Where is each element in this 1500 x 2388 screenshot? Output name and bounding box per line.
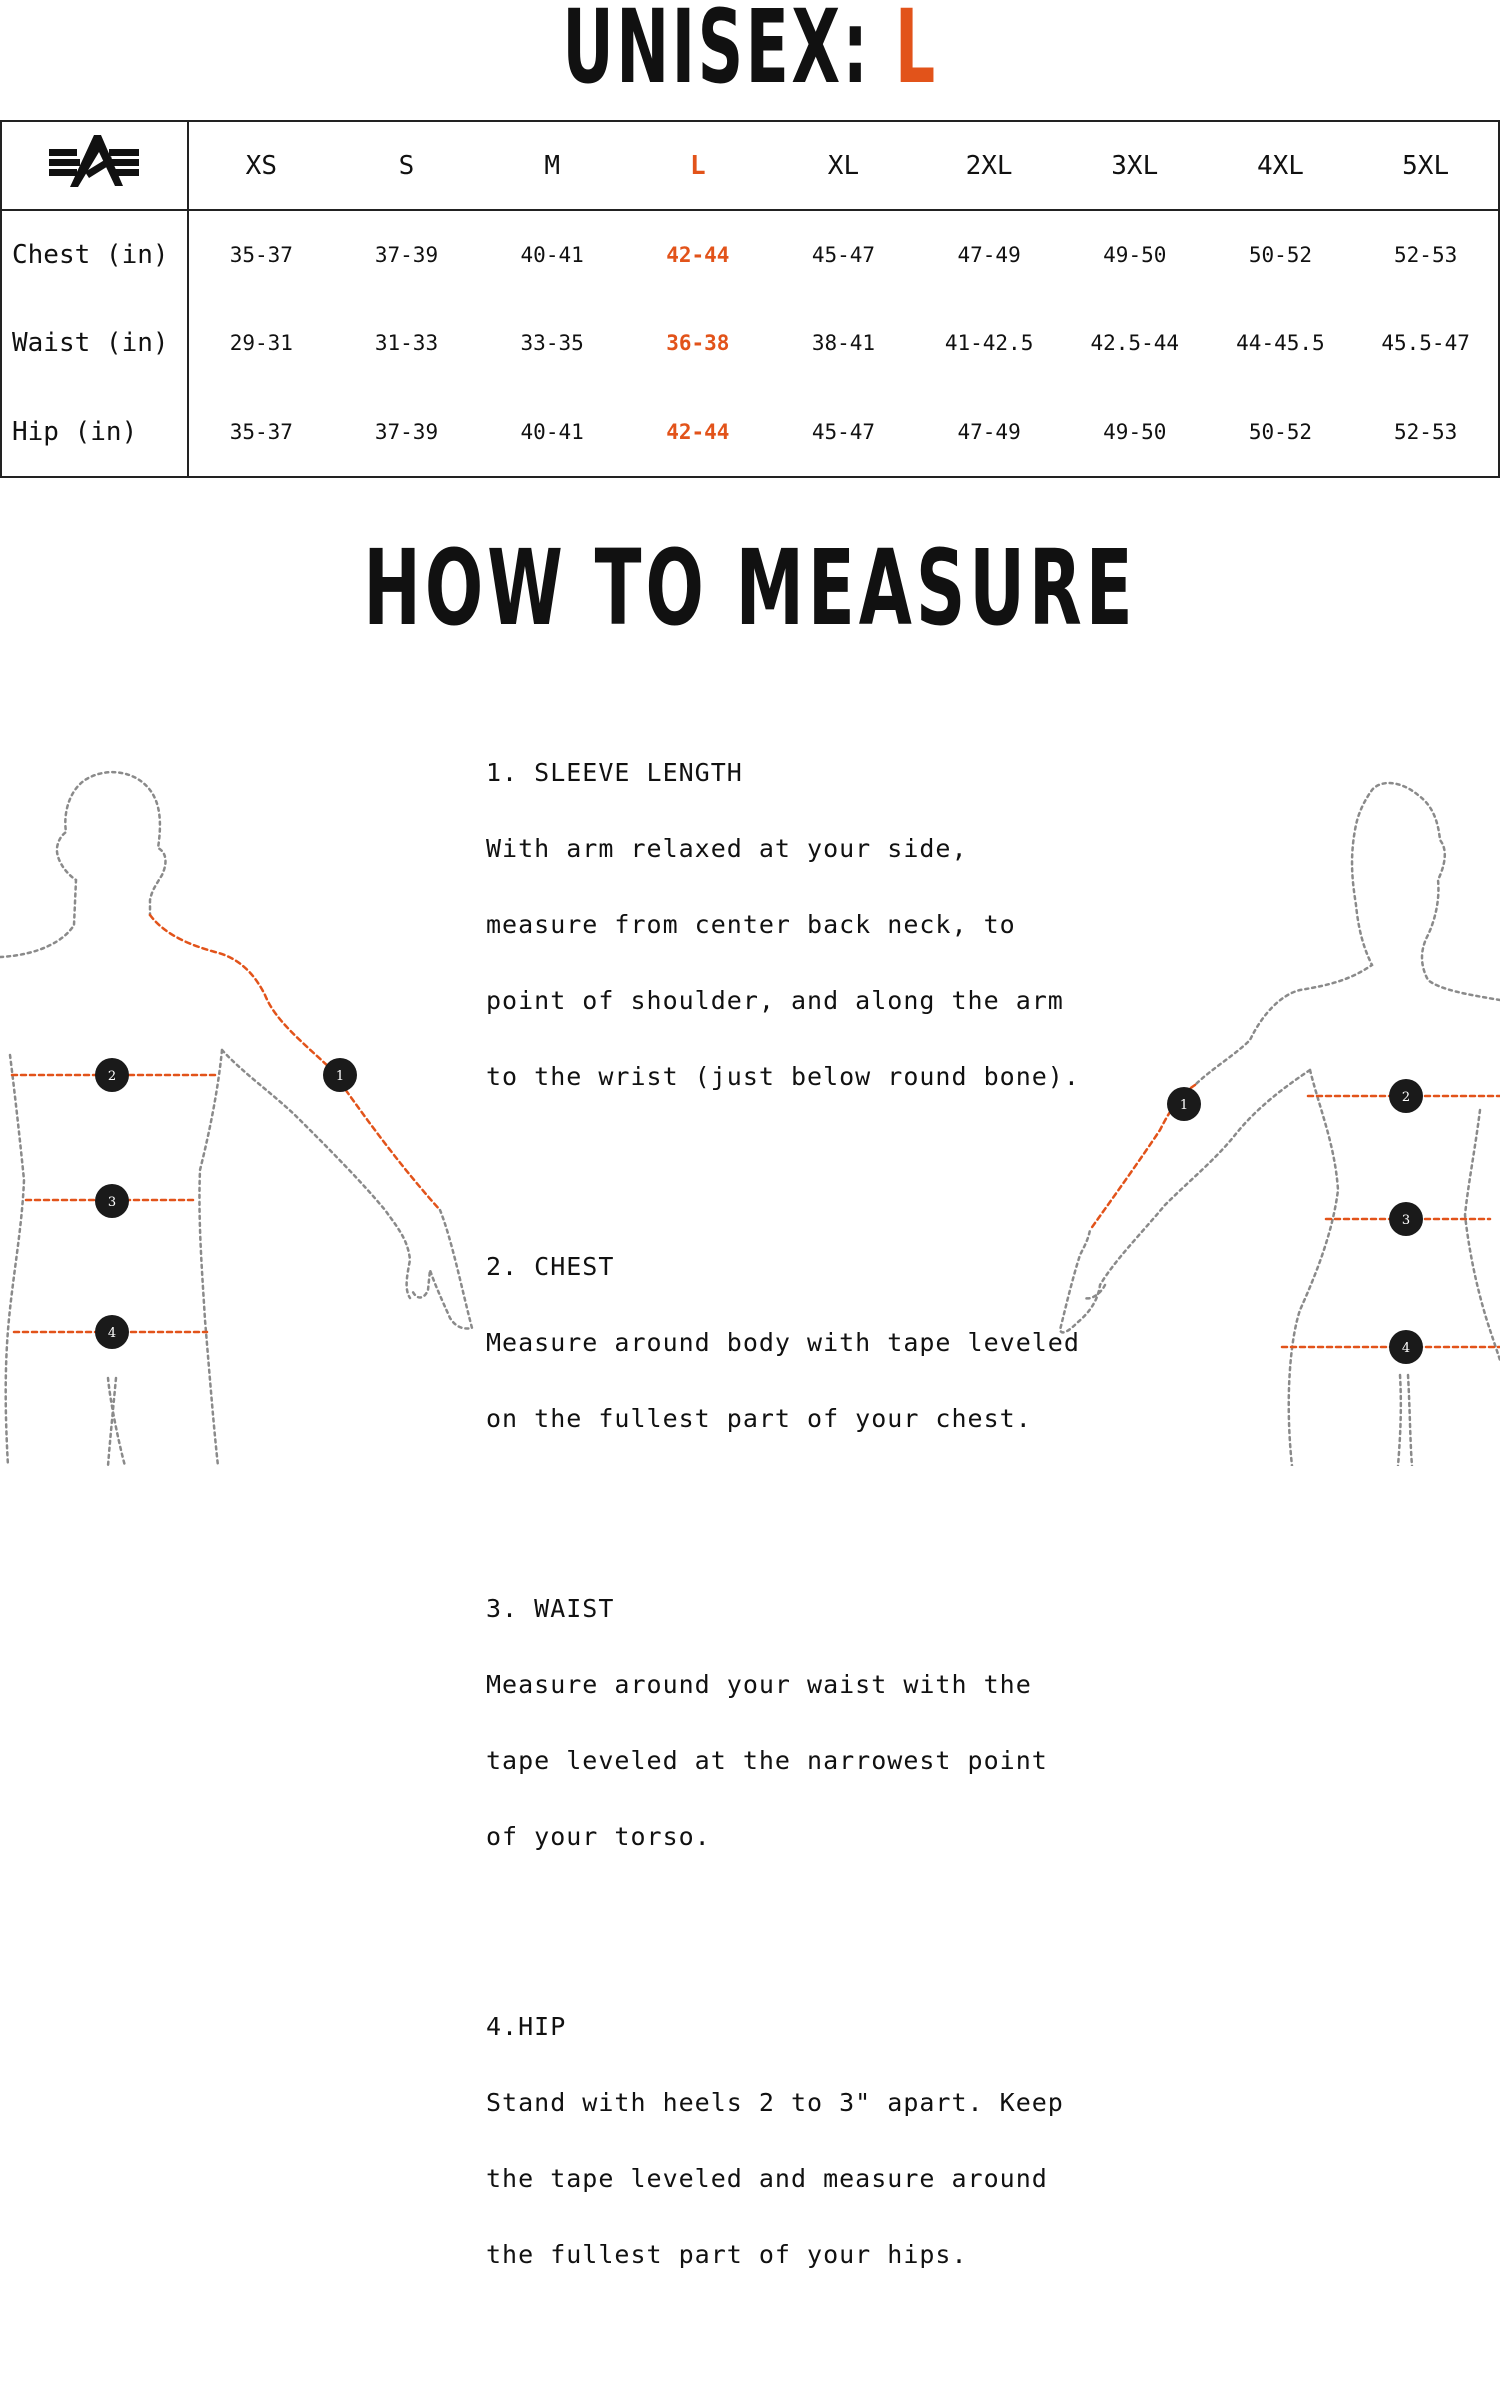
step-line: the fullest part of your hips. — [486, 2240, 968, 2269]
table-cell: 50-52 — [1208, 388, 1354, 477]
size-col-l: L — [625, 121, 771, 210]
svg-text:1: 1 — [1179, 1098, 1189, 1113]
marker-1-male — [323, 1058, 357, 1092]
table-cell: 40-41 — [479, 388, 625, 477]
table-cell: 29-31 — [229, 331, 293, 356]
step-sleeve-length — [486, 716, 1106, 1134]
svg-text:4: 4 — [1401, 1341, 1411, 1356]
table-cell: 49-50 — [1103, 243, 1167, 268]
row-label-waist: Waist (in) — [1, 299, 188, 387]
male-figure-outline — [0, 772, 165, 957]
female-figure-outline — [1195, 783, 1500, 1085]
step-line: on the fullest part of your chest. — [486, 1404, 1032, 1433]
svg-text:2: 2 — [107, 1069, 117, 1084]
step-line: the tape leveled and measure around — [486, 2164, 1048, 2193]
measure-instructions — [486, 678, 1106, 2388]
step-chest — [486, 1210, 1106, 1476]
table-cell: 33-35 — [520, 331, 584, 356]
step-heading: 4.HIP — [486, 2012, 567, 2041]
svg-text:1: 1 — [335, 1069, 345, 1084]
step-line: tape leveled at the narrowest point — [486, 1746, 1048, 1775]
size-col-xl: XL — [771, 121, 917, 210]
size-col-m: M — [479, 121, 625, 210]
table-cell: 52-53 — [1353, 388, 1499, 477]
size-col-2xl: 2XL — [916, 121, 1062, 210]
step-heading: 1. SLEEVE LENGTH — [486, 758, 743, 787]
title-size: L — [894, 0, 938, 107]
table-cell: 47-49 — [916, 388, 1062, 477]
svg-text:2: 2 — [1401, 1090, 1411, 1105]
marker-4-male — [95, 1315, 129, 1349]
table-cell: 44-45.5 — [1236, 331, 1325, 356]
size-col-3xl: 3XL — [1062, 121, 1208, 210]
table-cell: 37-39 — [334, 388, 480, 477]
table-cell: 42.5-44 — [1090, 331, 1180, 356]
svg-text:3: 3 — [1401, 1213, 1411, 1228]
table-cell: 45-47 — [811, 243, 876, 268]
step-waist — [486, 1552, 1106, 1894]
sleeve-measure-line-male — [150, 915, 440, 1210]
marker-2-male — [95, 1058, 129, 1092]
table-cell: 50-52 — [1248, 243, 1313, 268]
table-cell: 40-41 — [520, 243, 584, 268]
size-col-5xl: 5XL — [1353, 121, 1499, 210]
step-line: With arm relaxed at your side, — [486, 834, 968, 863]
table-cell-highlighted: 42-44 — [666, 243, 730, 268]
step-line: Stand with heels 2 to 3" apart. Keep — [486, 2088, 1064, 2117]
svg-text:4: 4 — [107, 1326, 117, 1341]
table-cell: 52-53 — [1353, 210, 1499, 299]
svg-text:3: 3 — [107, 1195, 117, 1210]
table-cell: 35-37 — [229, 243, 293, 268]
marker-3-female — [1389, 1202, 1423, 1236]
title-prefix: UNISEX: — [562, 0, 895, 107]
step-line: to the wrist (just below round bone). — [486, 1062, 1080, 1091]
table-cell-highlighted: 36-38 — [666, 331, 730, 356]
row-label-chest: Chest (in) — [1, 210, 188, 299]
step-line: measure from center back neck, to — [486, 910, 1016, 939]
row-label-hip: Hip (in) — [1, 388, 188, 477]
table-cell-highlighted: 42-44 — [625, 388, 771, 477]
marker-3-male — [95, 1184, 129, 1218]
table-cell: 41-42.5 — [944, 331, 1034, 356]
how-to-measure-title: HOW TO MEASURE — [363, 527, 1137, 649]
marker-2-female — [1389, 1079, 1423, 1113]
table-cell: 45-47 — [771, 388, 917, 477]
step-line: of your torso. — [486, 1822, 711, 1851]
step-line: point of shoulder, and along the arm — [486, 986, 1064, 1015]
table-cell: 35-37 — [188, 388, 334, 477]
step-line: Measure around your waist with the — [486, 1670, 1032, 1699]
marker-1-female — [1167, 1087, 1201, 1121]
size-col-xs: XS — [188, 121, 334, 210]
step-hip — [486, 1970, 1106, 2312]
table-cell: 37-39 — [374, 243, 439, 268]
table-cell: 38-41 — [811, 331, 876, 356]
step-heading: 3. WAIST — [486, 1594, 615, 1623]
table-cell: 31-33 — [374, 331, 439, 356]
size-col-s: S — [334, 121, 480, 210]
table-cell: 47-49 — [957, 243, 1021, 268]
step-heading: 2. CHEST — [486, 1252, 615, 1281]
marker-4-female — [1389, 1330, 1423, 1364]
step-line: Measure around body with tape leveled — [486, 1328, 1080, 1357]
size-col-4xl: 4XL — [1208, 121, 1354, 210]
table-cell: 45.5-47 — [1353, 299, 1499, 387]
table-cell: 49-50 — [1062, 388, 1208, 477]
